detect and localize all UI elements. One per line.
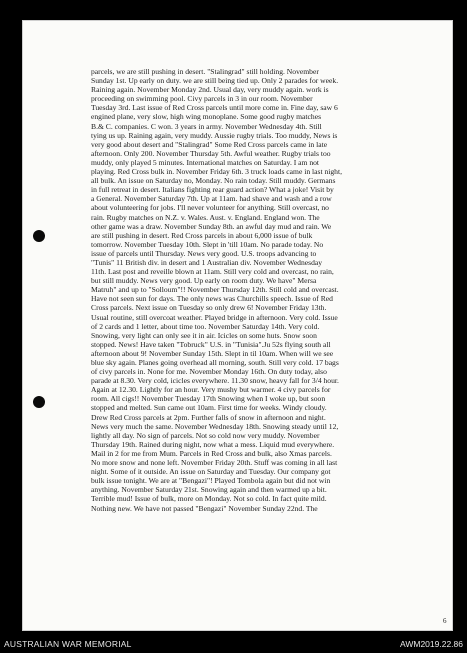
text-line: other game was a draw. November Sunday 8th. an awful day mud and rain. We	[91, 221, 332, 231]
text-line: parcels, we are still pushing in desert. "Stalingrad" still holding. November	[91, 67, 319, 76]
text-line: Terrible mud! Issue of bulk, more on Monday. Not so cold. In fact quite mild.	[91, 494, 327, 504]
page-number: 6	[443, 617, 447, 625]
text-line: tomorrow. November Tuesday 10th. Slept in 'till 10am. No parade today. No	[91, 239, 324, 249]
diary-text-block	[91, 67, 400, 513]
text-line: night. Some of it outside. An issue on Saturday and Tuesday. Our company got	[91, 467, 331, 477]
text-line: of 2 cards and 1 letter, about time too. November Saturday 14th. Very cold.	[91, 321, 320, 331]
text-line: Drew Red Cross parcels at 2pm. Further falls of snow in afternoon and night.	[91, 412, 326, 422]
text-line: very good about desert and "Stalingrad" Some Red Cross parcels came in late	[91, 139, 328, 149]
institution-label: AUSTRALIAN WAR MEMORIAL	[4, 639, 132, 649]
text-line: 11th. Last post and reveille blown at 11am. Still very cold and overcast, no rain,	[91, 267, 334, 277]
text-line: Again at 12.30. Lightly for an hour. Very mushy but warmer. 4 civy parcels for	[91, 385, 331, 395]
text-line: afternoon. Only 200. November Thursday 5th. Awful weather. Rugby trials too	[91, 148, 331, 158]
text-line: issue of parcels until Thursday. News very good. U.S. troops advancing to	[91, 248, 317, 258]
text-line: Mail in 2 for me from Mum. Parcels in Red Cross and bulk, also Xmas parcels.	[91, 448, 332, 458]
text-line: Matruh" and up to "Solloum"!! November Thursday 12th. Still cold and overcast.	[91, 285, 339, 295]
text-line: of civy parcels in. None for me. November Monday 16th. On duty today, also	[91, 367, 327, 377]
text-line: proceeding on swimming pool. Civy parcels in 3 in our room. November	[91, 94, 313, 104]
text-line: muddy, only played 5 minutes. International matches on Saturday. I am not	[91, 157, 320, 167]
text-line: Have not seen sun for days. The only news was Churchills speech. Issue of Red	[91, 294, 333, 304]
text-line: anything. November Saturday 21st. Snowing again and then warmed up a bit.	[91, 485, 327, 495]
text-line: blue sky again. Planes going overhead all morning, south. Still very cold. 17 bags	[91, 358, 339, 367]
text-line: Sunday 1st. Up early on duty. we are still being tied up. Only 2 parades for week.	[91, 76, 339, 86]
text-line: tying us up. Raining again, very muddy. Aussie rugby trials. Too muddy, News is	[91, 130, 338, 140]
text-line: Thursday 19th. Rained during night, now what a mess. Liquid mud everywhere.	[91, 439, 335, 449]
text-line: No more snow and none left. November Friday 20th. Stuff was coming in all last	[91, 458, 338, 468]
text-line: Raining again. November Monday 2nd. Usual day, very muddy again. work is	[91, 85, 329, 95]
text-line: afternoon about 9! November Sunday 15th. Slept in til 10am. When will we see	[91, 348, 334, 358]
text-line: B.& C. companies. C won. 3 years in army. November Wednesday 4th. Still	[91, 121, 322, 131]
text-line: rain. Rugby matches on N.Z. v. Wales. Aust. v. England. England won. The	[91, 212, 320, 222]
text-line: lightly all day. No sign of parcels. Not so cold now very muddy. November	[91, 430, 320, 440]
text-line: room. All cigs!! November Tuesday 17th Snowing when I woke up, but soon	[91, 394, 326, 404]
text-line: parade at 8.30. Very cold, icicles everywhere. 11.30 snow, heavy fall for 3/4 hour.	[91, 376, 339, 386]
text-line: but still muddy. News very good. Up early on room duty. We have" Mersa	[91, 276, 317, 286]
text-line: News very much the same. November Wednesday 18th. Snowing steady until 12,	[91, 421, 339, 431]
text-line: about volunteering for jobs. I'll never volunteer for anything. Still overcast, no	[91, 203, 329, 213]
text-line: stopped. News! Have taken "Tobruck" U.S. in "Tunisia".Ju 52s flying south all	[91, 339, 331, 349]
binder-hole-bottom	[33, 396, 45, 408]
footer-bar	[0, 636, 467, 653]
reference-number: AWM2019.22.86	[400, 639, 463, 649]
text-line: playing. Red Cross bulk in. November Friday 6th. 3 truck loads came in last night,	[91, 167, 342, 177]
text-line: bulk issue tonight. We are at "Bengazi"! Played Tombola again but did not win	[91, 476, 331, 486]
binder-hole-top	[33, 230, 45, 242]
text-line: Tuesday 3rd. Last issue of Red Cross parcels until more come in. Fine day, saw 6	[91, 103, 338, 113]
text-line: in full retreat in desert. Italians fighting rear guard action? What a joke! Visit by	[91, 185, 334, 195]
text-line: a General. November Saturday 7th. Up at 11am. had shave and wash and a row	[91, 194, 332, 204]
text-line: Snowing, very light can only see it in air. Icicles on some huts. Snow soon	[91, 330, 317, 340]
text-line: stopped and melted. Sun came out 10am. First time for weeks. Windy cloudy.	[91, 403, 327, 413]
text-line: Cross parcels. Next issue on Tuesday so only drew 6! November Friday 13th.	[91, 303, 327, 313]
text-line: Usual routine, still overcoat weather. Played bridge in afternoon. Very cold. Issue	[91, 312, 338, 322]
text-line: Nothing new. We have not passed "Bengazi" November Sunday 22nd. The	[91, 503, 318, 513]
text-line: all bulk. An issue on Saturday no, Monday. No rain today. Still muddy. Germans	[91, 176, 336, 186]
text-line: are still pushing in desert. Red Cross parcels in about 6,000 issue of bulk	[91, 230, 313, 240]
text-line: "Tunis" 11 British div. in desert and 1 Australian div. November Wednesday	[91, 257, 323, 267]
text-line: engined plane, very slow, high wing monoplane. Some good rugby matches	[91, 112, 322, 122]
